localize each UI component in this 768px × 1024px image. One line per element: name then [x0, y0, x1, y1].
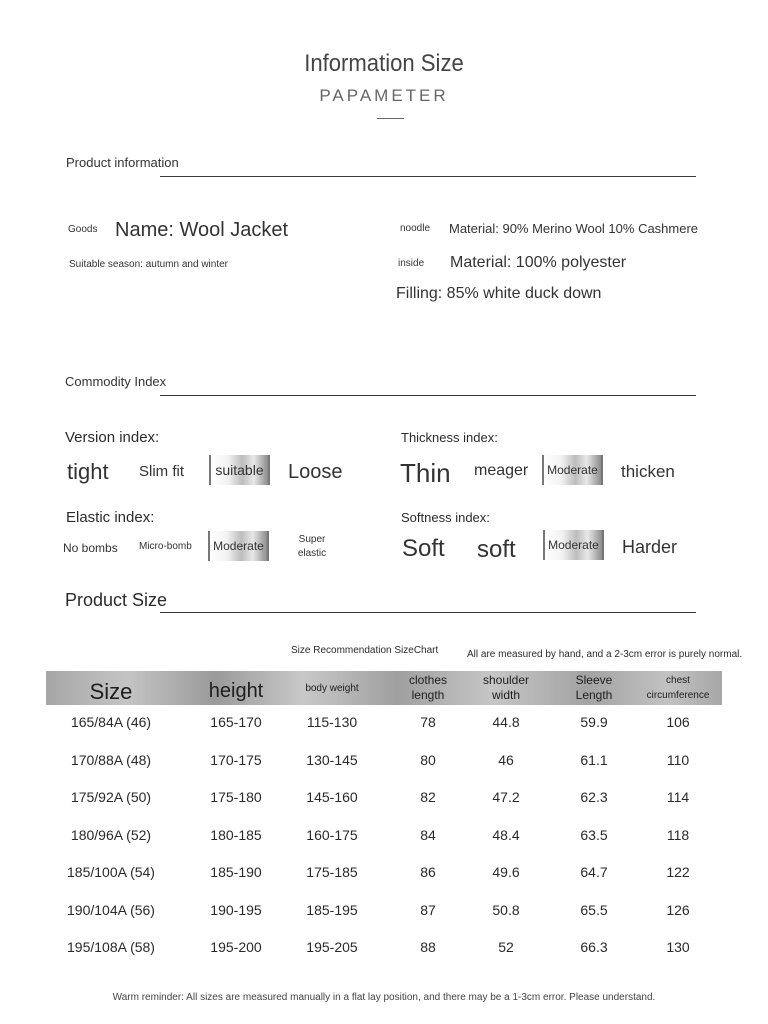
column-header-size: Size — [89, 679, 133, 704]
inside-material: Material: 100% polyester — [450, 254, 627, 271]
column-header-shoulder-width: shoulder width — [482, 673, 530, 702]
warm-reminder: Warm reminder: All sizes are measured manually in a flat lay position, and there may be a 1-3cm error. Please understand. — [112, 992, 656, 1003]
elastic-index-label: Elastic index: — [66, 509, 155, 526]
table-cell: 46 — [498, 751, 514, 768]
table-cell: 80 — [420, 751, 436, 768]
table-cell: 195/108A (58) — [67, 939, 155, 955]
table-cell: 170/88A (48) — [70, 751, 152, 768]
table-cell: 175-180 — [210, 789, 262, 805]
inside-label: inside — [398, 258, 425, 269]
softness-option-soft-lower: soft — [477, 536, 516, 563]
table-cell: 61.1 — [580, 751, 608, 768]
table-cell: 64.7 — [580, 864, 608, 880]
version-option-loose: Loose — [288, 461, 343, 483]
table-cell: 50.8 — [492, 901, 520, 918]
table-cell: 115-130 — [306, 714, 358, 730]
table-cell: 122 — [666, 864, 690, 880]
filling: Filling: 85% white duck down — [396, 285, 602, 302]
table-cell: 84 — [420, 826, 436, 843]
suitable-season: Suitable season: autumn and winter — [69, 259, 228, 270]
table-cell: 195-205 — [306, 939, 358, 955]
softness-option-soft: Soft — [402, 535, 445, 562]
thickness-option-moderate-selected: Moderate — [542, 455, 603, 485]
table-cell: 110 — [666, 751, 690, 768]
softness-index-label: Softness index: — [401, 510, 490, 525]
elastic-option-micro-bomb: Micro-bomb — [139, 541, 192, 552]
section-label-product-size: Product Size — [65, 590, 168, 610]
page-subtitle: PAPAMETER — [319, 86, 449, 105]
table-cell: 190-195 — [210, 901, 262, 918]
version-option-slim-fit: Slim fit — [139, 463, 184, 480]
goods-label: Goods — [68, 224, 98, 235]
table-cell: 47.2 — [492, 789, 520, 805]
noodle-material: Material: 90% Merino Wool 10% Cashmere — [449, 221, 699, 236]
table-cell: 185/100A (54) — [67, 864, 155, 880]
section-rule-product-information — [160, 176, 696, 177]
table-cell: 86 — [420, 864, 436, 880]
column-header-height: height — [208, 680, 264, 702]
table-cell: 62.3 — [580, 789, 608, 805]
softness-option-moderate-selected: Moderate — [543, 530, 604, 560]
table-cell: 185-190 — [210, 864, 262, 880]
page-title: Information Size — [304, 50, 464, 77]
version-option-tight: tight — [67, 459, 109, 484]
thickness-option-thin: Thin — [400, 458, 451, 488]
table-cell: 195-200 — [210, 939, 262, 955]
section-rule-product-size — [160, 612, 696, 613]
table-cell: 66.3 — [580, 939, 608, 955]
column-header-clothes-length: clothes length — [408, 673, 448, 702]
table-cell: 59.9 — [580, 714, 608, 730]
table-cell: 170-175 — [210, 751, 262, 768]
column-header-body-weight: body weight — [305, 683, 359, 694]
table-cell: 48.4 — [492, 826, 520, 843]
table-cell: 190/104A (56) — [67, 901, 155, 918]
section-label-product-information: Product information — [66, 155, 179, 170]
noodle-label: noodle — [400, 223, 431, 234]
version-index-label: Version index: — [65, 429, 160, 446]
table-cell: 175/92A (50) — [70, 789, 152, 805]
table-cell: 63.5 — [580, 826, 608, 843]
title-divider — [377, 118, 404, 119]
table-cell: 49.6 — [492, 864, 520, 880]
section-rule-commodity-index — [160, 395, 696, 396]
column-header-sleeve-length: Sleeve Length — [575, 673, 613, 702]
thickness-index-label: Thickness index: — [401, 430, 498, 445]
table-cell: 82 — [420, 789, 436, 805]
softness-option-harder: Harder — [622, 537, 678, 557]
version-option-suitable-selected: suitable — [209, 455, 270, 485]
table-cell: 52 — [498, 939, 514, 955]
table-cell: 130 — [666, 939, 690, 955]
table-cell: 160-175 — [306, 826, 358, 843]
table-cell: 145-160 — [306, 789, 358, 805]
thickness-option-thicken: thicken — [621, 462, 675, 481]
table-cell: 165/84A (46) — [70, 714, 152, 730]
measurement-note: All are measured by hand, and a 2-3cm error is purely normal. — [467, 649, 743, 660]
table-cell: 65.5 — [580, 901, 608, 918]
table-cell: 185-195 — [306, 901, 358, 918]
thickness-option-meager: meager — [474, 462, 529, 479]
table-cell: 44.8 — [492, 714, 520, 730]
table-cell: 180/96A (52) — [70, 826, 152, 843]
table-cell: 88 — [420, 939, 436, 955]
size-chart-caption: Size Recommendation SizeChart — [291, 645, 439, 656]
table-cell: 130-145 — [306, 751, 358, 768]
table-cell: 180-185 — [210, 826, 262, 843]
table-cell: 118 — [666, 826, 690, 843]
table-cell: 78 — [420, 714, 436, 730]
elastic-option-no-bombs: No bombs — [63, 541, 118, 555]
size-table-header — [46, 671, 722, 705]
table-cell: 106 — [666, 714, 690, 730]
section-label-commodity-index: Commodity Index — [65, 374, 167, 389]
table-cell: 114 — [666, 789, 690, 805]
elastic-option-super-elastic: Super elastic — [297, 534, 327, 559]
table-cell: 165-170 — [210, 714, 262, 730]
table-cell: 126 — [666, 901, 690, 918]
column-header-chest-circumference: chest circumference — [646, 675, 710, 701]
product-name: Name: Wool Jacket — [115, 219, 289, 241]
elastic-option-moderate-selected: Moderate — [208, 531, 269, 561]
table-cell: 87 — [420, 901, 436, 918]
table-cell: 175-185 — [306, 864, 358, 880]
